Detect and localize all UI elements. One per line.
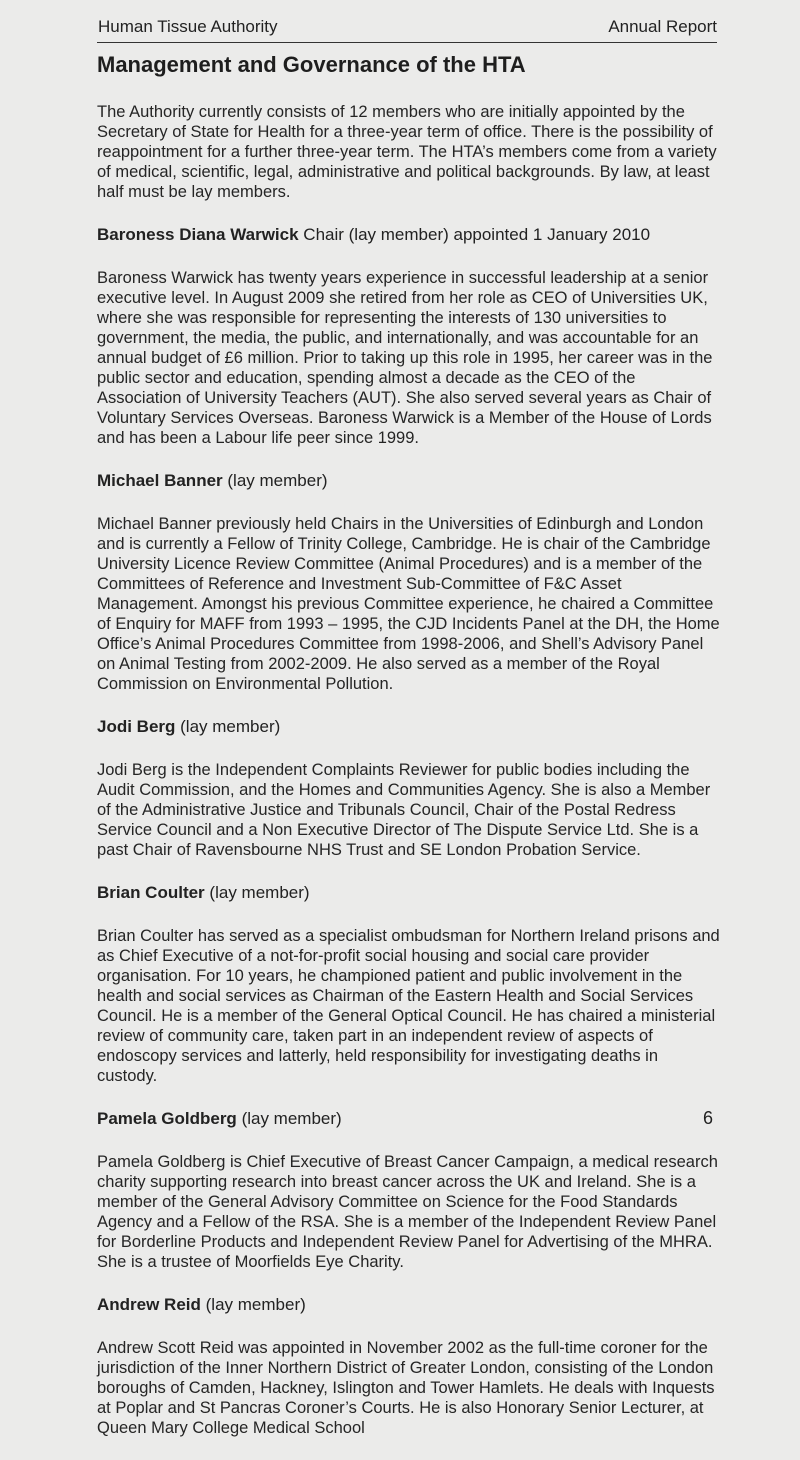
member-name: Brian Coulter (97, 883, 205, 902)
member-name: Pamela Goldberg (97, 1109, 237, 1128)
header-report-title: Annual Report (608, 17, 717, 36)
member-name: Baroness Diana Warwick (97, 225, 299, 244)
member-heading (97, 224, 722, 246)
member-name: Michael Banner (97, 471, 223, 490)
header-organisation: Human Tissue Authority (98, 17, 278, 36)
member-bio: Michael Banner previously held Chairs in the Universities of Edinburgh and London and is currently a Fellow of Trinity College, Cambridge. He is chair of the Cambridge University Licence Review Committee (Animal Procedures) and is a member of the Committees of Reference and Investment Sub-Committee of F&C Asset Management. Amongst his previous Committee experience, he chaired a Committee of Enquiry for MAFF from 1993 – 1995, the CJD Incidents Panel at the DH, the Home Office’s Animal Procedures Committee from 1998-2006, and Shell’s Advisory Panel on Animal Testing from 2002-2009. He also served as a member of the Royal Commission on Environmental Pollution. (97, 515, 720, 693)
member-bio: Andrew Scott Reid was appointed in November 2002 as the full-time coroner for the jurisdiction of the Inner Northern District of Greater London, consisting of the London boroughs of Camden, Hackney, Islington and Tower Hamlets. He deals with Inquests at Poplar and St Pancras Coroner’s Courts. He is also Honorary Senior Lecturer, at Queen Mary College Medical School (97, 1339, 715, 1437)
page-title: Management and Governance of the HTA (97, 52, 526, 77)
member-heading (97, 716, 722, 738)
member-bio: Pamela Goldberg is Chief Executive of Breast Cancer Campaign, a medical research charity supporting research into breast cancer across the UK and Ireland. She is a member of the General Advisory Committee on Science for the Food Standards Agency and a Fellow of the RSA. She is a member of the Independent Review Panel for Borderline Products and Independent Review Panel for Advertising of the MHRA. She is a trustee of Moorfields Eye Charity. (97, 1153, 718, 1271)
member-section-goldberg (97, 1108, 722, 1272)
member-section-reid (97, 1294, 722, 1438)
member-role: (lay member) (227, 471, 328, 490)
member-section-berg (97, 716, 722, 860)
member-heading (97, 1294, 722, 1316)
member-name: Andrew Reid (97, 1295, 201, 1314)
member-name: Jodi Berg (97, 717, 176, 736)
member-role: (lay member) (205, 1295, 306, 1314)
running-header (97, 16, 717, 43)
member-role: (lay member) (180, 717, 281, 736)
member-heading (97, 470, 722, 492)
member-bio: Jodi Berg is the Independent Complaints Reviewer for public bodies including the Audit Commission, and the Homes and Communities Agency. She is also a Member of the Administrative Justice and Tribunals Council, Chair of the Postal Redress Service Council and a Non Executive Director of The Dispute Service Ltd. She is a past Chair of Ravensbourne NHS Trust and SE London Probation Service. (97, 761, 711, 859)
member-role: Chair (lay member) appointed 1 January 2010 (303, 225, 651, 244)
member-role: (lay member) (241, 1109, 342, 1128)
member-bio: Baroness Warwick has twenty years experience in successful leadership at a senior executive level. In August 2009 she retired from her role as CEO of Universities UK, where she was responsible for representing the interests of 130 universities to government, the media, the public, and internationally, and was accountable for an annual budget of £6 million. Prior to taking up this role in 1995, her career was in the public sector and education, spending almost a decade as the CEO of the Association of University Teachers (AUT). She also served several years as Chair of Voluntary Services Overseas. Baroness Warwick is a Member of the House of Lords and has been a Labour life peer since 1999. (97, 269, 713, 447)
member-section-coulter (97, 882, 722, 1086)
member-role: (lay member) (209, 883, 310, 902)
page-number: 6 (703, 1108, 714, 1128)
member-section-banner (97, 470, 722, 694)
intro-paragraph: The Authority currently consists of 12 members who are initially appointed by the Secretary of State for Health for a three-year term of office. There is the possibility of reappointment for a further three-year term. The HTA’s members come from a variety of medical, scientific, legal, administrative and political backgrounds. By law, at least half must be lay members. (97, 103, 717, 201)
member-heading (97, 882, 722, 904)
main-content (97, 50, 722, 1460)
member-section-warwick (97, 224, 722, 448)
member-heading (97, 1108, 722, 1130)
member-bio: Brian Coulter has served as a specialist ombudsman for Northern Ireland prisons and as Chief Executive of a not-for-profit social housing and social care provider organisation. For 10 years, he championed patient and public involvement in the health and social services as Chairman of the Eastern Health and Social Services Council. He is a member of the General Optical Council. He has chaired a ministerial review of community care, taken part in an independent review of aspects of endoscopy services and latterly, held responsibility for investigating deaths in custody. (97, 927, 720, 1085)
